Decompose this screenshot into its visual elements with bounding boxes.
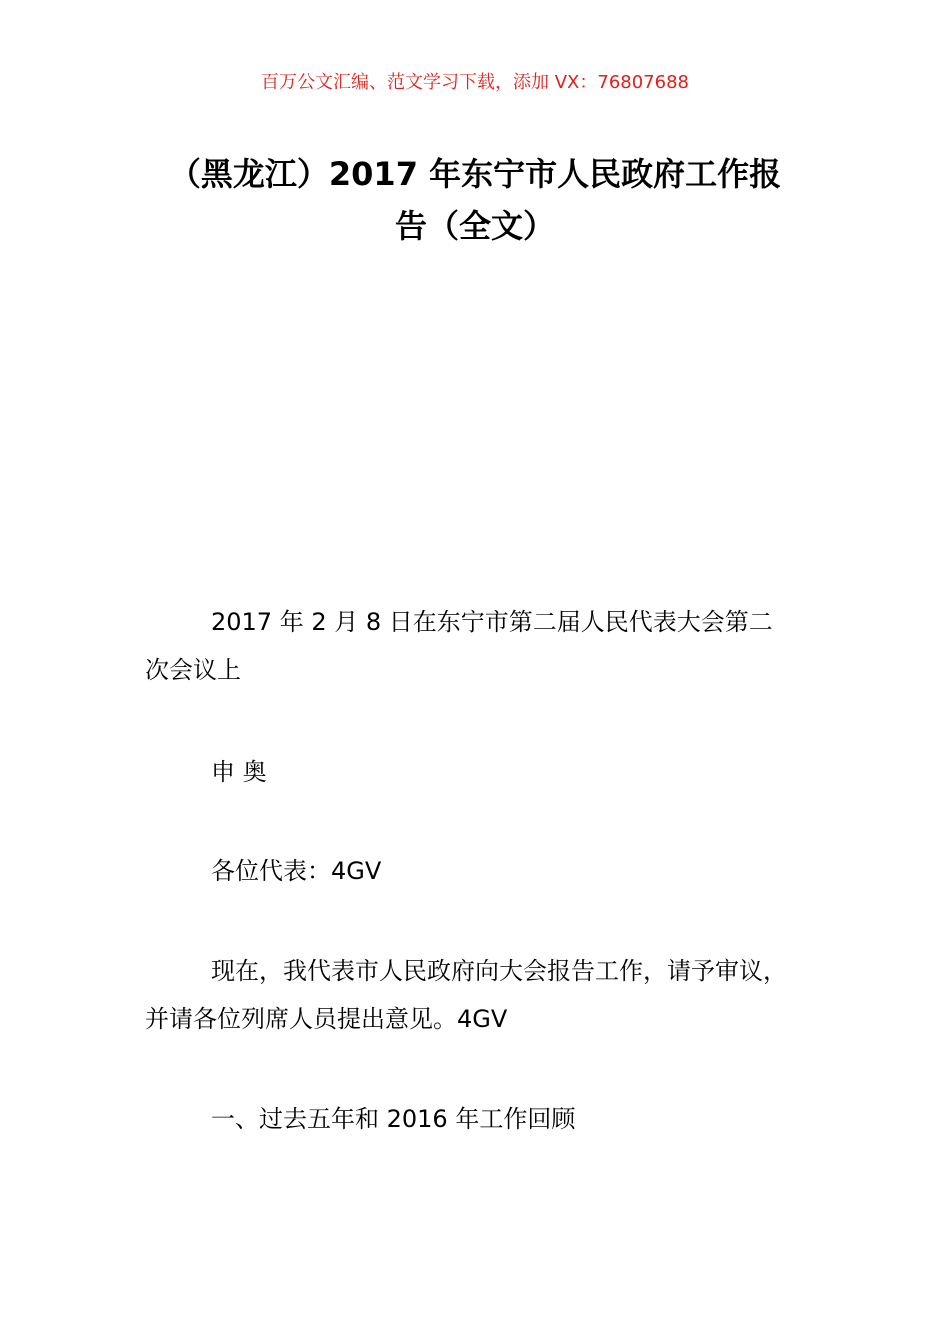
section-heading [145,1095,835,1143]
paragraph-speaker [145,748,835,796]
paragraph-line: 现在，我代表市人民政府向大会报告工作，请予审议， [211,957,787,985]
paragraph-line: 各位代表：4GV [211,857,382,885]
paragraph-meeting-info [145,598,835,694]
title-line-2: 告（全文） [394,207,555,245]
paragraph-line: 2017 年 2 月 8 日在东宁市第二届人民代表大会第二 [211,608,773,636]
title-line-1: （黑龙江）2017 年东宁市人民政府工作报 [168,155,782,193]
header-note: 百万公文汇编、范文学习下载，添加 VX：76807688 [261,72,689,93]
document-title [140,148,810,252]
paragraph-line: 一、过去五年和 2016 年工作回顾 [211,1105,576,1133]
paragraph-line: 申 奥 [211,758,267,786]
paragraph-intro [145,947,835,1043]
paragraph-greeting [145,847,835,895]
paragraph-line: 并请各位列席人员提出意见。4GV [145,1005,508,1033]
paragraph-line: 次会议上 [145,656,241,684]
